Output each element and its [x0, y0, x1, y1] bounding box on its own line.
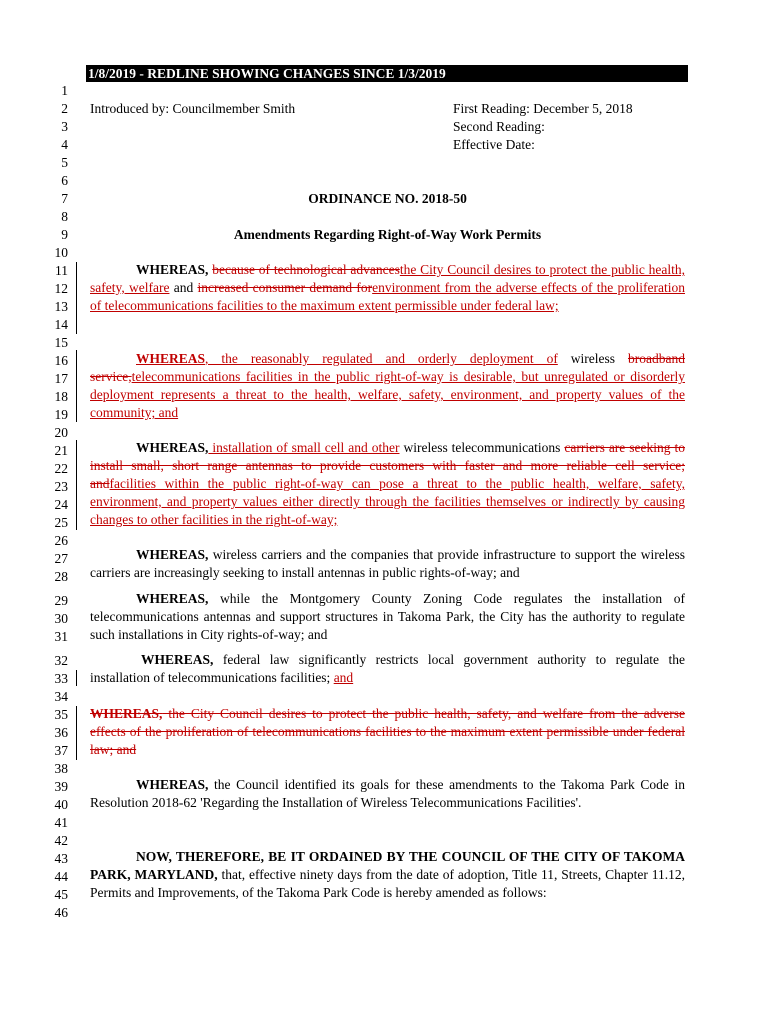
change-bar: [76, 350, 77, 422]
line-number: 18: [54, 389, 68, 404]
line-number: 32: [54, 653, 68, 668]
line-number: 44: [54, 869, 68, 884]
first-reading: First Reading: December 5, 2018: [453, 101, 633, 116]
line-number: 37: [54, 743, 68, 758]
line-number: 21: [54, 443, 68, 458]
change-bar: [76, 440, 77, 530]
line-number: 11: [55, 263, 68, 278]
line-number: 2: [61, 101, 68, 116]
line-number: 46: [54, 905, 68, 920]
line-number: 9: [61, 227, 68, 242]
line-number: 17: [54, 371, 68, 386]
line-number: 35: [54, 707, 68, 722]
whereas-paragraph-4: WHEREAS, wireless carriers and the companies that provide infrastructure to support the wireless carriers are increasingly seeking to install antennas in public rights-of-way; and: [90, 547, 685, 580]
line-number: 12: [54, 281, 68, 296]
line-number: 31: [54, 629, 68, 644]
line-number: 30: [54, 611, 68, 626]
whereas-paragraph-3: WHEREAS, installation of small cell and other wireless telecommunications carriers are seeking to install small, short range antennas to provide customers with faster and more reliable cell service; andfacilities within the public right-of-way can pose a threat to the public health, welfare, safety, environment, and property values either directly through the facilities themselves or indirectly by causing changes to other facilities in the right-of-way;: [90, 440, 685, 527]
line-number: 3: [61, 119, 68, 134]
line-number: 45: [54, 887, 68, 902]
line-number: 33: [54, 671, 68, 686]
line-number: 42: [54, 833, 68, 848]
whereas-paragraph-2: WHEREAS, the reasonably regulated and orderly deployment of wireless broadband service,telecommunications facilities in the public right-of-way is desirable, but unregulated or disorderly deployment represents a threat to the health, welfare, safety, environment, and property values of the community; and: [90, 351, 685, 420]
line-number: 14: [54, 317, 68, 332]
line-number: 43: [54, 851, 68, 866]
line-number: 16: [54, 353, 68, 368]
ordained-paragraph: NOW, THEREFORE, BE IT ORDAINED BY THE COUNCIL OF THE CITY OF TAKOMA PARK, MARYLAND, that, effective ninety days from the date of adoption, Title 11, Streets, Chapter 11.12, Permits and Improvements, of the Takoma Park Code is hereby amended as follows:: [90, 849, 686, 900]
line-number: 25: [54, 515, 68, 530]
line-number: 20: [54, 425, 68, 440]
line-number: 40: [54, 797, 68, 812]
line-number: 1: [61, 83, 68, 98]
line-number: 24: [54, 497, 68, 512]
whereas-paragraph-1: WHEREAS, because of technological advancesthe City Council desires to protect the public health, safety, welfare and increased consumer demand forenvironment from the adverse effects of the proliferation of telecommunications facilities to the maximum extent permissible under federal law;: [90, 262, 685, 313]
change-bar: [76, 262, 77, 334]
line-number: 23: [54, 479, 68, 494]
line-number: 28: [54, 569, 68, 584]
effective-date: Effective Date:: [453, 137, 535, 152]
line-number: 19: [54, 407, 68, 422]
line-number: 27: [54, 551, 68, 566]
line-number: 38: [54, 761, 68, 776]
line-number: 36: [54, 725, 68, 740]
line-number: 4: [61, 137, 68, 152]
ordinance-title: ORDINANCE NO. 2018-50: [308, 191, 467, 206]
line-number: 13: [54, 299, 68, 314]
line-number: 34: [54, 689, 68, 704]
line-number: 39: [54, 779, 68, 794]
line-number: 29: [54, 593, 68, 608]
line-number: 22: [54, 461, 68, 476]
line-number: 8: [61, 209, 68, 224]
whereas-paragraph-6: WHEREAS, federal law significantly restricts local government authority to regulate the installation of telecommunications facilities; and: [90, 652, 685, 685]
introduced-by: Introduced by: Councilmember Smith: [90, 101, 296, 116]
line-number: 5: [61, 155, 68, 170]
whereas-paragraph-5: WHEREAS, while the Montgomery County Zoning Code regulates the installation of telecommunications antennas and support structures in Takoma Park, the City has the authority to regulate such installations in City rights-of-way; and: [90, 591, 685, 642]
line-number: 41: [54, 815, 68, 830]
line-number: 15: [54, 335, 68, 350]
change-bar: [76, 706, 77, 760]
redline-banner: 1/8/2019 - REDLINE SHOWING CHANGES SINCE 1/3/2019: [86, 65, 688, 82]
change-bar: [76, 670, 77, 686]
line-number: 26: [54, 533, 68, 548]
ordinance-subtitle: Amendments Regarding Right-of-Way Work Permits: [233, 227, 542, 242]
line-number: 7: [61, 191, 68, 206]
whereas-paragraph-deleted: WHEREAS, the City Council desires to protect the public health, safety, and welfare from the adverse effects of the proliferation of telecommunications facilities to the maximum extent permissible under federal law; and: [90, 706, 685, 757]
line-number: 6: [61, 173, 68, 188]
line-number: 10: [54, 245, 68, 260]
second-reading: Second Reading:: [453, 119, 545, 134]
whereas-paragraph-8: WHEREAS, the Council identified its goals for these amendments to the Takoma Park Code in Resolution 2018-62 'Regarding the Installation of Wireless Telecommunications Facilities'.: [90, 777, 685, 810]
